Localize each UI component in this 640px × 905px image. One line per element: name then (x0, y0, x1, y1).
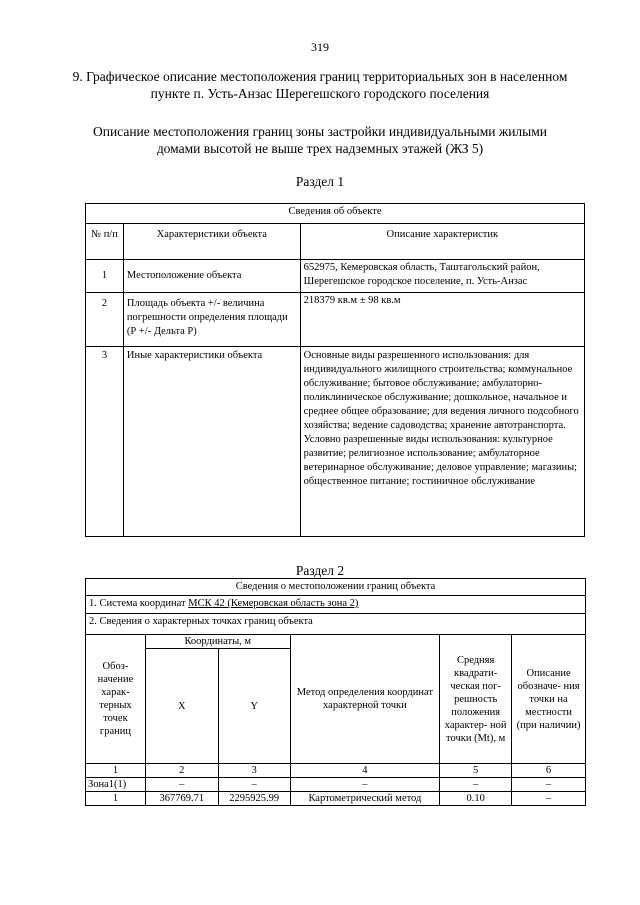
boundary-table-title: Сведения о местоположении границ объекта (86, 579, 586, 596)
point-description: – (512, 792, 586, 806)
col-header-point-description: Описание обозначе- ния точки на местности (при наличии) (512, 635, 586, 764)
row-number: 3 (86, 347, 124, 537)
col-number: 3 (218, 764, 290, 778)
column-number-row (86, 764, 586, 778)
col-header-x: X (145, 649, 218, 764)
point-x: 367769.71 (145, 792, 218, 806)
col-number: 6 (512, 764, 586, 778)
coordinate-system-label: 1. Система координат (89, 598, 186, 609)
boundary-points-table (85, 578, 586, 806)
point-accuracy: 0.10 (440, 792, 512, 806)
row-characteristic: Местоположение объекта (123, 260, 300, 293)
characteristic-points-title: 2. Сведения о характерных точках границ объекта (86, 614, 586, 635)
col-header-coordinates: Координаты, м (145, 635, 290, 649)
object-info-table (85, 203, 585, 537)
zone-cell: – (290, 778, 440, 792)
col-header-accuracy: Средняя квадрати- ческая пог- решность положения характер- ной точки (Mt), м (440, 635, 512, 764)
row-characteristic: Площадь объекта +/- величина погрешности определения площади (Р +/- Дельта Р) (123, 293, 300, 347)
zone-label: Зона1(1) (86, 778, 146, 792)
zone-cell: – (440, 778, 512, 792)
row-number: 1 (86, 260, 124, 293)
coordinate-system-row (86, 596, 586, 614)
point-y: 2295925.99 (218, 792, 290, 806)
zone-cell: – (218, 778, 290, 792)
col-number: 4 (290, 764, 440, 778)
zone-cell: – (145, 778, 218, 792)
conditional-uses-text: Условно разрешенные виды использования: культурное развитие; религиозное использование; амбулаторное ветеринарное обслуживание; деловое управление; магазины; общественное питание; гостиничное обслуживание (303, 434, 578, 487)
zone-heading: Описание местоположения границ зоны застройки индивидуальными жилыми домами высотой не выше трех надземных этажей (ЖЗ 5) (92, 124, 548, 156)
col-header-number: № п/п (86, 224, 124, 260)
col-header-y: Y (218, 649, 290, 764)
col-header-method: Метод определения координат характерной точки (290, 635, 440, 764)
col-number: 1 (86, 764, 146, 778)
row-description-cell (300, 347, 584, 537)
page-number: 319 (311, 40, 329, 54)
row-description: 218379 кв.м ± 98 кв.м (300, 293, 584, 347)
section-2-title: Раздел 2 (295, 563, 345, 578)
col-header-characteristic: Характеристики объекта (123, 224, 300, 260)
point-method: Картометрический метод (290, 792, 440, 806)
col-header-designation: Обоз- начение харак- терных точек границ (86, 635, 146, 764)
permitted-uses-text: Основные виды разрешенного использования: для индивидуального жилищного строительства; коммунальное обслуживание; бытовое обслуживание; амбулаторно-поликлиническое обслуживание; дошкольное, начальное и среднее общее образование; для ведения личного подсобного хозяйства; ведение садоводства; хранение автотранспорта. (303, 350, 579, 431)
row-description: 652975, Кемеровская область, Таштагольский район, Шерегешское городское поселение, п. Усть-Анзас (300, 260, 584, 293)
zone-row (86, 778, 586, 792)
point-id: 1 (86, 792, 146, 806)
table-row (86, 792, 586, 806)
row-number: 2 (86, 293, 124, 347)
row-characteristic: Иные характеристики объекта (123, 347, 300, 537)
coordinate-system-name: МСК 42 (Кемеровская область зона 2) (188, 598, 359, 609)
section-1-title: Раздел 1 (295, 174, 345, 189)
col-number: 5 (440, 764, 512, 778)
col-number: 2 (145, 764, 218, 778)
table-row (86, 347, 585, 537)
table-row (86, 260, 585, 293)
main-heading: 9. Графическое описание местоположения границ территориальных зон в населенном пункте п. Усть-Анзас Шерегешского городского поселения (72, 69, 568, 101)
zone-cell: – (512, 778, 586, 792)
col-header-description: Описание характеристик (300, 224, 584, 260)
table-row (86, 293, 585, 347)
object-info-table-title: Сведения об объекте (86, 204, 585, 224)
